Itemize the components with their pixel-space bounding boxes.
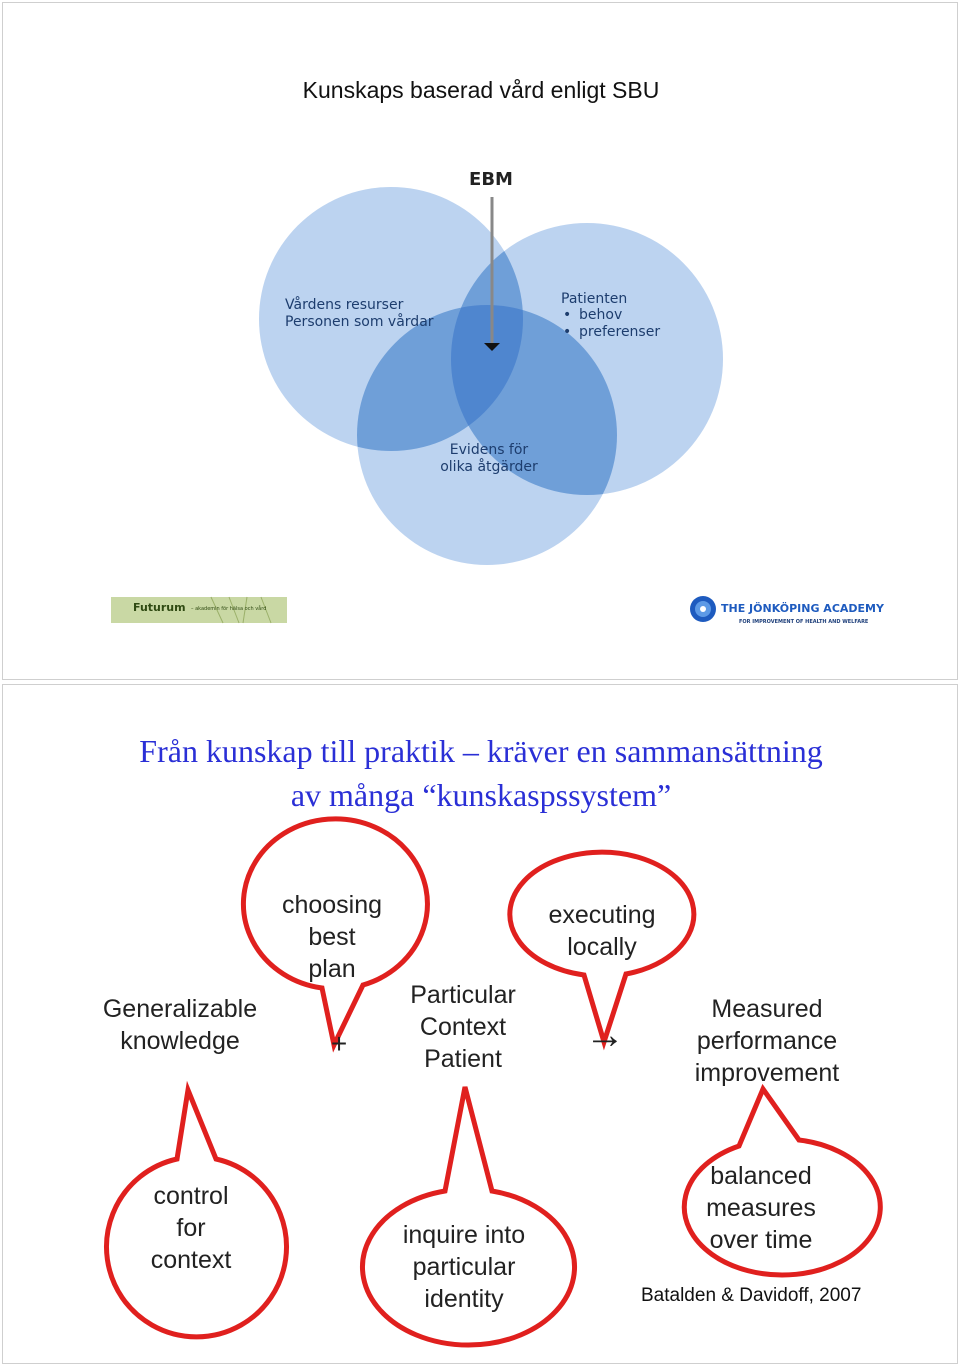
choosing-line-3: plan xyxy=(308,955,356,983)
jonkoping-logo-tagline: FOR IMPROVEMENT OF HEALTH AND WELFARE xyxy=(739,619,869,625)
jonkoping-logo-text: THE JÖNKÖPING ACADEMY xyxy=(721,602,884,615)
measured-performance-label xyxy=(667,993,867,1089)
flow-arrow: → xyxy=(585,1013,625,1057)
callout-control-text xyxy=(121,1180,261,1276)
inquire-line-3: identity xyxy=(424,1285,504,1313)
particular-line-2: Context xyxy=(419,1013,507,1041)
venn-bottom-line-2: olika åtgärder xyxy=(440,459,538,475)
venn-right-bullet-2: preferenser xyxy=(579,324,661,340)
venn-left-line-1: Vårdens resurser xyxy=(285,297,404,313)
futurum-logo-tagline: – akademin för hälsa och vård xyxy=(191,606,267,612)
choosing-line-1: choosing xyxy=(281,891,383,919)
inquire-line-2: particular xyxy=(412,1253,516,1281)
venn-right-title: Patienten xyxy=(561,291,628,307)
slide-1-title: Kunskaps baserad vård enligt SBU xyxy=(302,77,660,103)
venn-left-line-2: Personen som vårdar xyxy=(285,314,434,330)
executing-line-1: executing xyxy=(548,901,656,929)
control-line-3: context xyxy=(150,1246,232,1274)
slide-2-title-line-2: av många “kunskaspssystem” xyxy=(290,777,672,813)
control-line-1: control xyxy=(153,1182,229,1210)
plus-sign: + xyxy=(330,1028,348,1059)
futurum-logo xyxy=(111,597,287,623)
callout-executing-text xyxy=(517,899,687,963)
jonkoping-academy-logo xyxy=(687,593,884,629)
measured-line-1: Measured xyxy=(711,995,823,1023)
balanced-line-2: measures xyxy=(706,1194,816,1222)
particular-context-patient-label xyxy=(383,979,543,1075)
ebm-label: EBM xyxy=(469,169,513,190)
particular-line-1: Particular xyxy=(410,981,516,1009)
slide-2 xyxy=(2,684,958,1364)
measured-line-3: improvement xyxy=(694,1059,840,1087)
choosing-line-2: best xyxy=(308,923,356,951)
generalizable-knowledge-label xyxy=(85,993,275,1057)
callout-balanced-text xyxy=(681,1160,841,1256)
reference-citation: Batalden & Davidoff, 2007 xyxy=(641,1285,862,1306)
venn-right-bullet-1: behov xyxy=(579,307,623,323)
venn-bottom-line-1: Evidens för xyxy=(449,442,529,458)
ebm-venn-diagram xyxy=(241,127,731,587)
slide-1 xyxy=(2,2,958,680)
balanced-line-3: over time xyxy=(709,1226,813,1254)
callout-inquire-text xyxy=(379,1219,549,1315)
particular-line-3: Patient xyxy=(424,1045,502,1073)
venn-right-bullet-dot-1: • xyxy=(563,307,572,323)
generalizable-line-1: Generalizable xyxy=(102,995,258,1023)
measured-line-2: performance xyxy=(696,1027,838,1055)
control-line-2: for xyxy=(176,1214,206,1242)
slide-2-title-line-1: Från kunskap till praktik – kräver en sammansättning xyxy=(139,733,823,769)
venn-right-bullet-dot-2: • xyxy=(563,324,572,340)
generalizable-line-2: knowledge xyxy=(120,1027,240,1055)
callout-choosing-text xyxy=(257,889,407,985)
futurum-logo-text: Futurum xyxy=(133,601,186,614)
balanced-line-1: balanced xyxy=(710,1162,812,1190)
executing-line-2: locally xyxy=(567,933,637,961)
inquire-line-1: inquire into xyxy=(402,1221,526,1249)
